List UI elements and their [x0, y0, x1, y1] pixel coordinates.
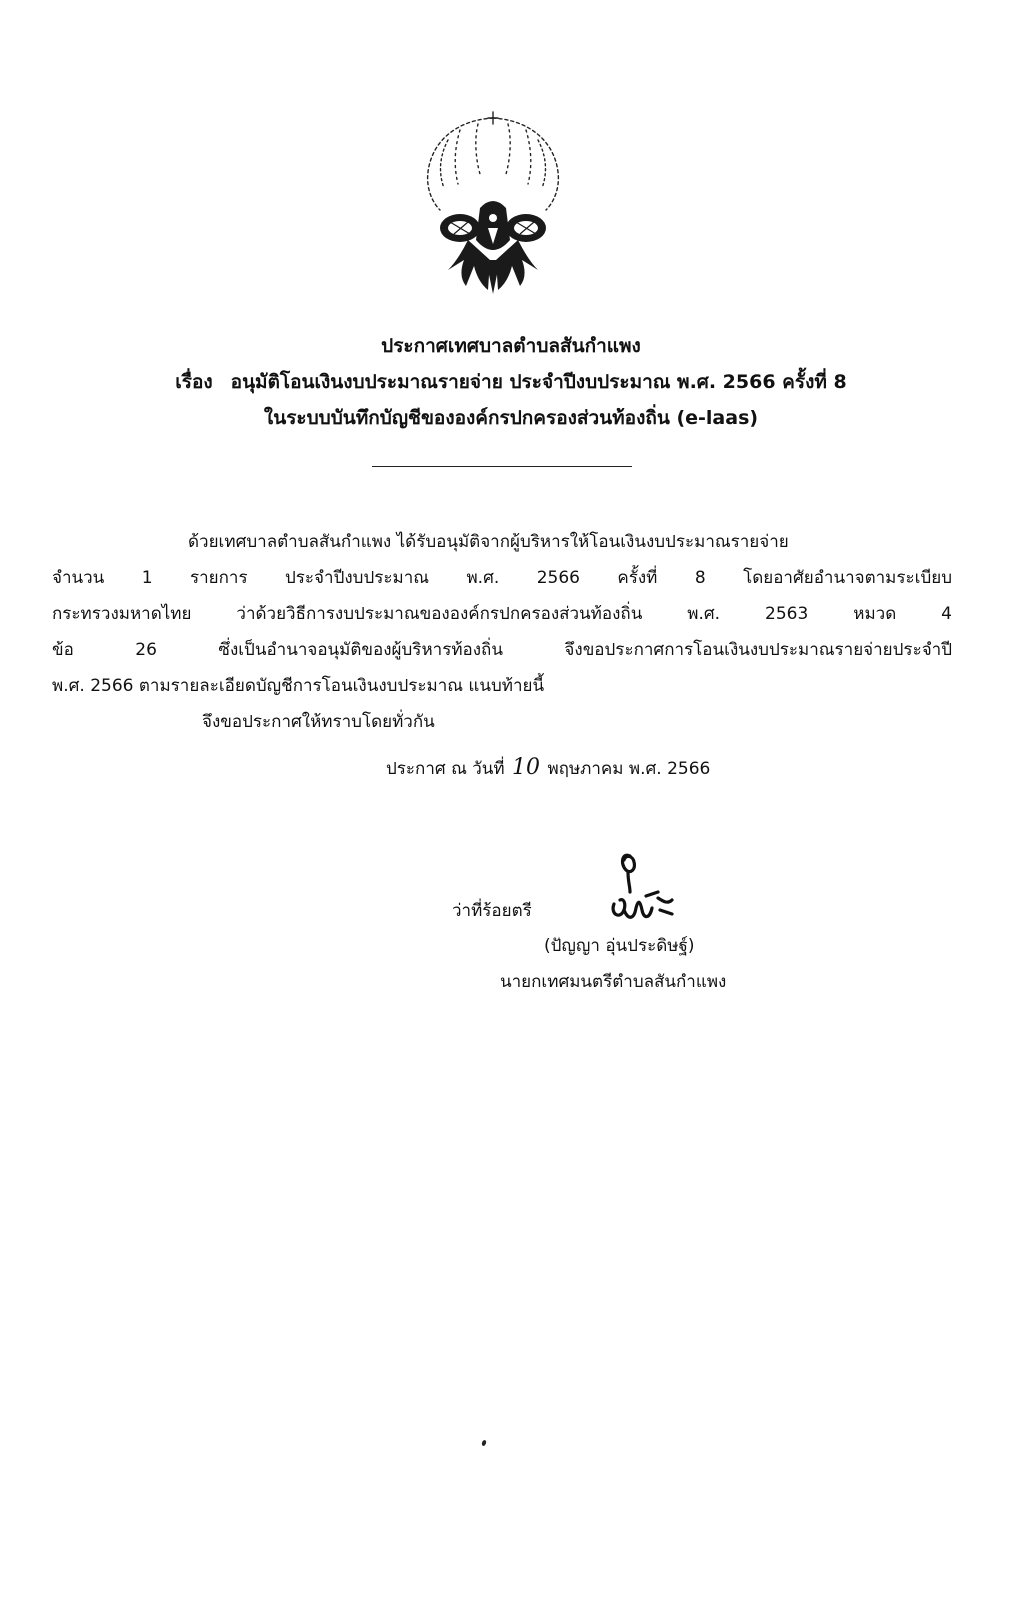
announcement-title-block [0, 328, 1022, 436]
scan-speck [481, 1439, 487, 1446]
announcement-date [386, 753, 710, 784]
signatory-name: (ปัญญา อุ่นประดิษฐ์) [544, 936, 695, 956]
handwritten-signature [600, 848, 680, 928]
subject-line-2: ในระบบบันทึกบัญชีขององค์กรปกครองส่วนท้องถิ่น (e-laas) [263, 407, 759, 429]
announcement-body [52, 524, 952, 740]
signatory-position: นายกเทศมนตรีตำบลสันกำแพง [500, 972, 727, 992]
signatory-rank: ว่าที่ร้อยตรี [452, 901, 532, 921]
closing-line: จึงขอประกาศให้ทราบโดยทั่วกัน [202, 712, 435, 732]
date-day: 10 [512, 755, 541, 780]
body-line-2: จำนวน 1 รายการ ประจำปีงบประมาณ พ.ศ. 2566 ครั้งที่ 8 โดยอาศัยอำนาจตามระเบียบ [52, 568, 952, 588]
body-line-5: พ.ศ. 2566 ตามรายละเอียดบัญชีการโอนเงินงบประมาณ แนบท้ายนี้ [52, 676, 545, 696]
body-line-3: กระทรวงมหาดไทย ว่าด้วยวิธีการงบประมาณขององค์กรปกครองส่วนท้องถิ่น พ.ศ. 2563 หมวด 4 [52, 604, 952, 624]
date-prefix: ประกาศ ณ วันที่ [386, 759, 505, 779]
body-line-1: ด้วยเทศบาลตำบลสันกำแพง ได้รับอนุมัติจากผู้บริหารให้โอนเงินงบประมาณรายจ่าย [188, 532, 789, 552]
garuda-emblem-icon [418, 110, 568, 295]
announcement-title: ประกาศเทศบาลตำบลสันกำแพง [381, 335, 641, 357]
subject-text: อนุมัติโอนเงินงบประมาณรายจ่าย ประจำปีงบประมาณ พ.ศ. 2566 ครั้งที่ 8 [230, 371, 847, 393]
date-suffix: พฤษภาคม พ.ศ. 2566 [547, 759, 711, 779]
subject-label: เรื่อง [175, 371, 213, 393]
subject-line [0, 364, 1022, 400]
body-line-4: ข้อ 26 ซึ่งเป็นอำนาจอนุมัติของผู้บริหารท้องถิ่น จึงขอประกาศการโอนเงินงบประมาณรายจ่ายประจำปี [52, 640, 952, 660]
title-divider [372, 466, 632, 467]
